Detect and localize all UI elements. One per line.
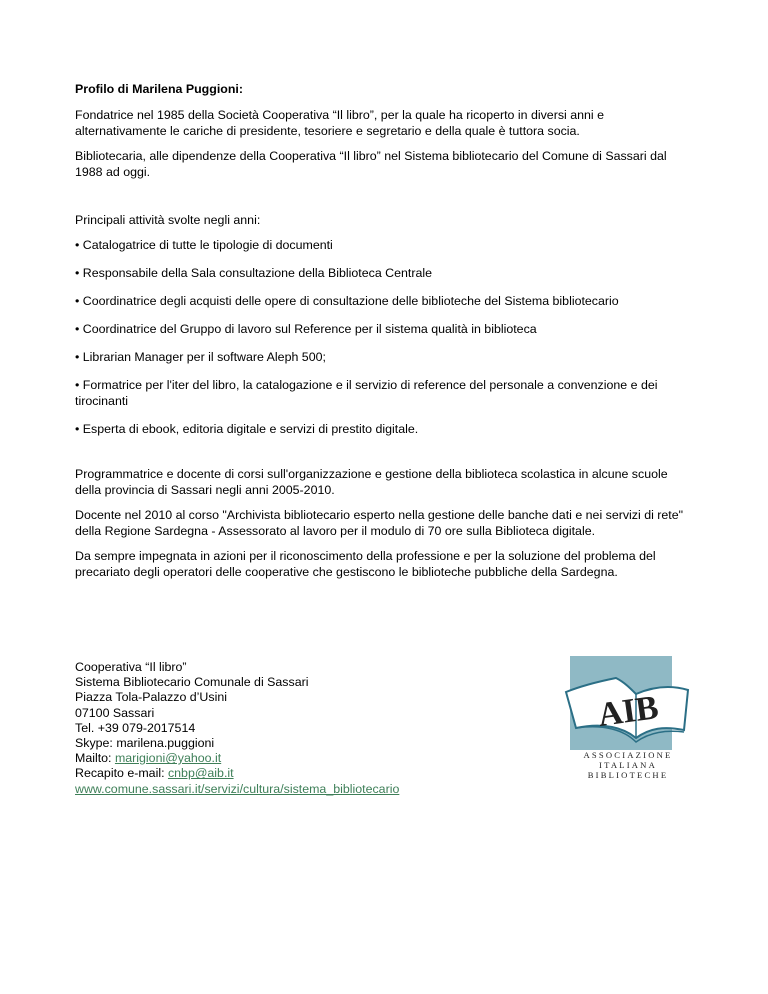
activity-item: • Coordinatrice degli acquisti delle opere di consultazione delle biblioteche del Sistema bibliotecario bbox=[75, 294, 619, 308]
closing-paragraph-teacher: Docente nel 2010 al corso "Archivista bibliotecario esperto nella gestione delle banche dati e nei servizi di rete" della Regione Sardegna - Assessorato al lavoro per il modulo di 70 ore sulla Biblioteca digitale. bbox=[75, 508, 684, 538]
activity-item: • Librarian Manager per il software Aleph 500; bbox=[75, 350, 326, 364]
contact-city: 07100 Sassari bbox=[75, 705, 155, 720]
activity-item: • Formatrice per l'iter del libro, la catalogazione e il servizio di reference del personale a convenzione e dei tirocinanti bbox=[75, 378, 658, 408]
mailto-label: Mailto: bbox=[75, 751, 115, 766]
activity-item: • Esperta di ebook, editoria digitale e servizi di prestito digitale. bbox=[75, 422, 419, 436]
contact-block bbox=[75, 660, 399, 797]
activity-item: • Responsabile della Sala consultazione della Biblioteca Centrale bbox=[75, 266, 433, 280]
logo-letters: AIB bbox=[595, 688, 661, 735]
contact-organization: Cooperativa “Il libro” bbox=[75, 660, 187, 674]
document-body bbox=[75, 81, 695, 589]
contact-phone: Tel. +39 079-2017514 bbox=[75, 720, 196, 735]
recapito-label: Recapito e-mail: bbox=[75, 766, 168, 781]
activity-item: • Coordinatrice del Gruppo di lavoro sul Reference per il sistema qualità in biblioteca bbox=[75, 322, 537, 336]
logo-line-3: BIBLIOTECHE bbox=[587, 770, 669, 780]
recapito-email-link[interactable]: cnbp@aib.it bbox=[167, 766, 234, 781]
aib-logo-graphic bbox=[558, 650, 699, 782]
intro-paragraph-founder: Fondatrice nel 1985 della Società Cooperativa “Il libro”, per la quale ha ricoperto in diversi anni e alternativamente le cariche di presidente, tesoriere e segretario e della quale è tuttora socia. bbox=[75, 108, 604, 138]
activities-heading: Principali attività svolte negli anni: bbox=[75, 213, 261, 227]
logo-line-1: ASSOCIAZIONE bbox=[583, 750, 673, 760]
document-title: Profilo di Marilena Puggioni: bbox=[75, 82, 243, 96]
mailto-link[interactable]: marigioni@yahoo.it bbox=[114, 751, 222, 766]
contact-address: Piazza Tola-Palazzo d’Usini bbox=[75, 690, 227, 705]
website-link[interactable]: www.comune.sassari.it/servizi/cultura/sistema_bibliotecario bbox=[75, 781, 400, 796]
contact-system: Sistema Bibliotecario Comunale di Sassari bbox=[75, 675, 309, 690]
contact-recapito-line bbox=[75, 766, 399, 781]
logo-line-2: ITALIANA bbox=[599, 760, 657, 770]
closing-paragraph-programmer: Programmatrice e docente di corsi sull'organizzazione e gestione della biblioteca scolastica in alcune scuole della provincia di Sassari negli anni 2005-2010. bbox=[75, 467, 668, 497]
closing-paragraph-advocacy: Da sempre impegnata in azioni per il riconoscimento della professione e per la soluzione del problema del precariato degli operatori delle cooperative che gestiscono le biblioteche pubbliche della Sardegna. bbox=[75, 549, 656, 579]
contact-mailto-line bbox=[75, 751, 399, 766]
intro-paragraph-librarian: Bibliotecaria, alle dipendenze della Cooperativa “Il libro” nel Sistema bibliotecario del Comune di Sassari dal 1988 ad oggi. bbox=[75, 149, 667, 179]
aib-logo bbox=[558, 650, 699, 782]
activities-list bbox=[75, 237, 695, 437]
activity-item: • Catalogatrice di tutte le tipologie di documenti bbox=[75, 238, 333, 252]
contact-skype: Skype: marilena.puggioni bbox=[75, 736, 215, 751]
